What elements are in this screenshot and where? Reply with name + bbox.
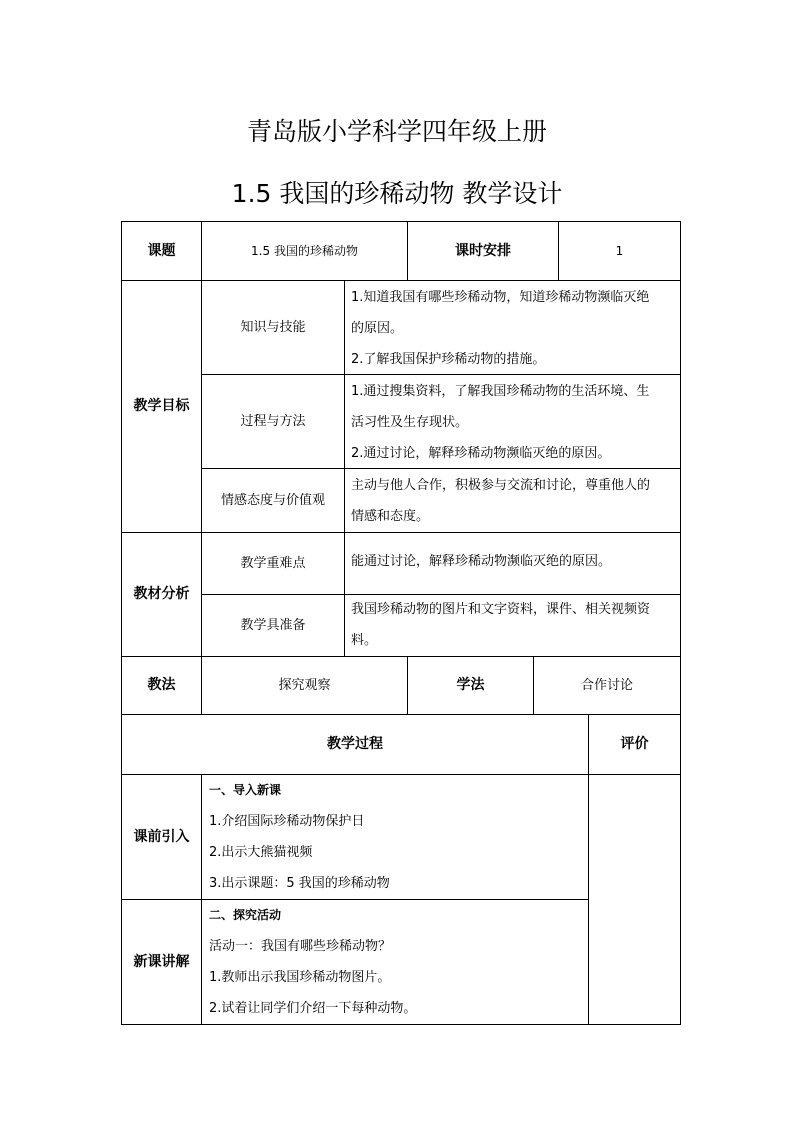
teach-method-value: 探究观察 xyxy=(278,678,331,693)
evaluation-header: 评价 xyxy=(620,736,649,752)
attitude-label: 情感态度与价值观 xyxy=(220,493,325,508)
teach-method-label: 教法 xyxy=(147,677,176,693)
learn-method-value: 合作讨论 xyxy=(580,678,633,693)
objectives-label: 教学目标 xyxy=(133,398,190,414)
schedule-value: 1 xyxy=(615,243,624,258)
topic-value: 1.5 我国的珍稀动物 xyxy=(251,243,358,258)
attitude-text xyxy=(345,470,680,532)
process-header: 教学过程 xyxy=(327,736,383,752)
new-lesson-line: 2.试着让同学们介绍一下每种动物。 xyxy=(209,1001,417,1016)
process-method-label: 过程与方法 xyxy=(240,414,306,429)
process-method-line: 1.通过搜集资料，了解我国珍稀动物的生活环境、生 xyxy=(351,384,650,399)
key-points-text: 能通过讨论，解释珍稀动物濒临灭绝的原因。 xyxy=(351,554,612,569)
intro-content xyxy=(202,775,588,899)
analysis-label: 教材分析 xyxy=(133,586,190,602)
new-lesson-label: 新课讲解 xyxy=(133,953,190,970)
intro-line: 1.介绍国际珍稀动物保护日 xyxy=(209,814,365,829)
prep-line: 料。 xyxy=(351,633,378,648)
new-lesson-line: 1.教师出示我国珍稀动物图片。 xyxy=(209,970,391,985)
intro-label: 课前引入 xyxy=(133,828,190,845)
new-lesson-heading: 二、探究活动 xyxy=(209,908,282,922)
prep-line: 我国珍稀动物的图片和文字资料，课件、相关视频资 xyxy=(351,602,651,617)
attitude-line: 情感和态度。 xyxy=(351,509,430,524)
new-lesson-line: 活动一：我国有哪些珍稀动物？ xyxy=(209,939,392,954)
schedule-label: 课时安排 xyxy=(455,242,511,259)
process-method-line: 活习性及生存现状。 xyxy=(351,415,469,430)
knowledge-text xyxy=(345,282,680,374)
process-method-line: 2.通过讨论，解释珍稀动物濒临灭绝的原因。 xyxy=(351,446,611,461)
knowledge-label: 知识与技能 xyxy=(240,320,306,335)
new-lesson-content xyxy=(202,900,588,1024)
topic-label: 课题 xyxy=(147,242,176,259)
attitude-line: 主动与他人合作，积极参与交流和讨论，尊重他人的 xyxy=(351,478,651,493)
intro-heading: 一、导入新课 xyxy=(209,783,282,797)
knowledge-line: 1.知道我国有哪些珍稀动物，知道珍稀动物濒临灭绝 xyxy=(351,290,650,305)
document-title: 青岛版小学科学四年级上册 xyxy=(246,117,547,146)
intro-line: 3.出示课题：5 我国的珍稀动物 xyxy=(209,876,390,891)
intro-line: 2.出示大熊猫视频 xyxy=(209,845,313,860)
learn-method-label: 学法 xyxy=(456,677,485,693)
key-points-label: 教学重难点 xyxy=(240,556,306,571)
prep-text xyxy=(345,594,680,656)
process-method-text xyxy=(345,376,680,468)
knowledge-line: 2.了解我国保护珍稀动物的措施。 xyxy=(351,352,546,367)
knowledge-line: 的原因。 xyxy=(351,321,404,336)
prep-label: 教学具准备 xyxy=(240,618,306,633)
document-subtitle: 1.5 我国的珍稀动物 教学设计 xyxy=(231,179,563,208)
